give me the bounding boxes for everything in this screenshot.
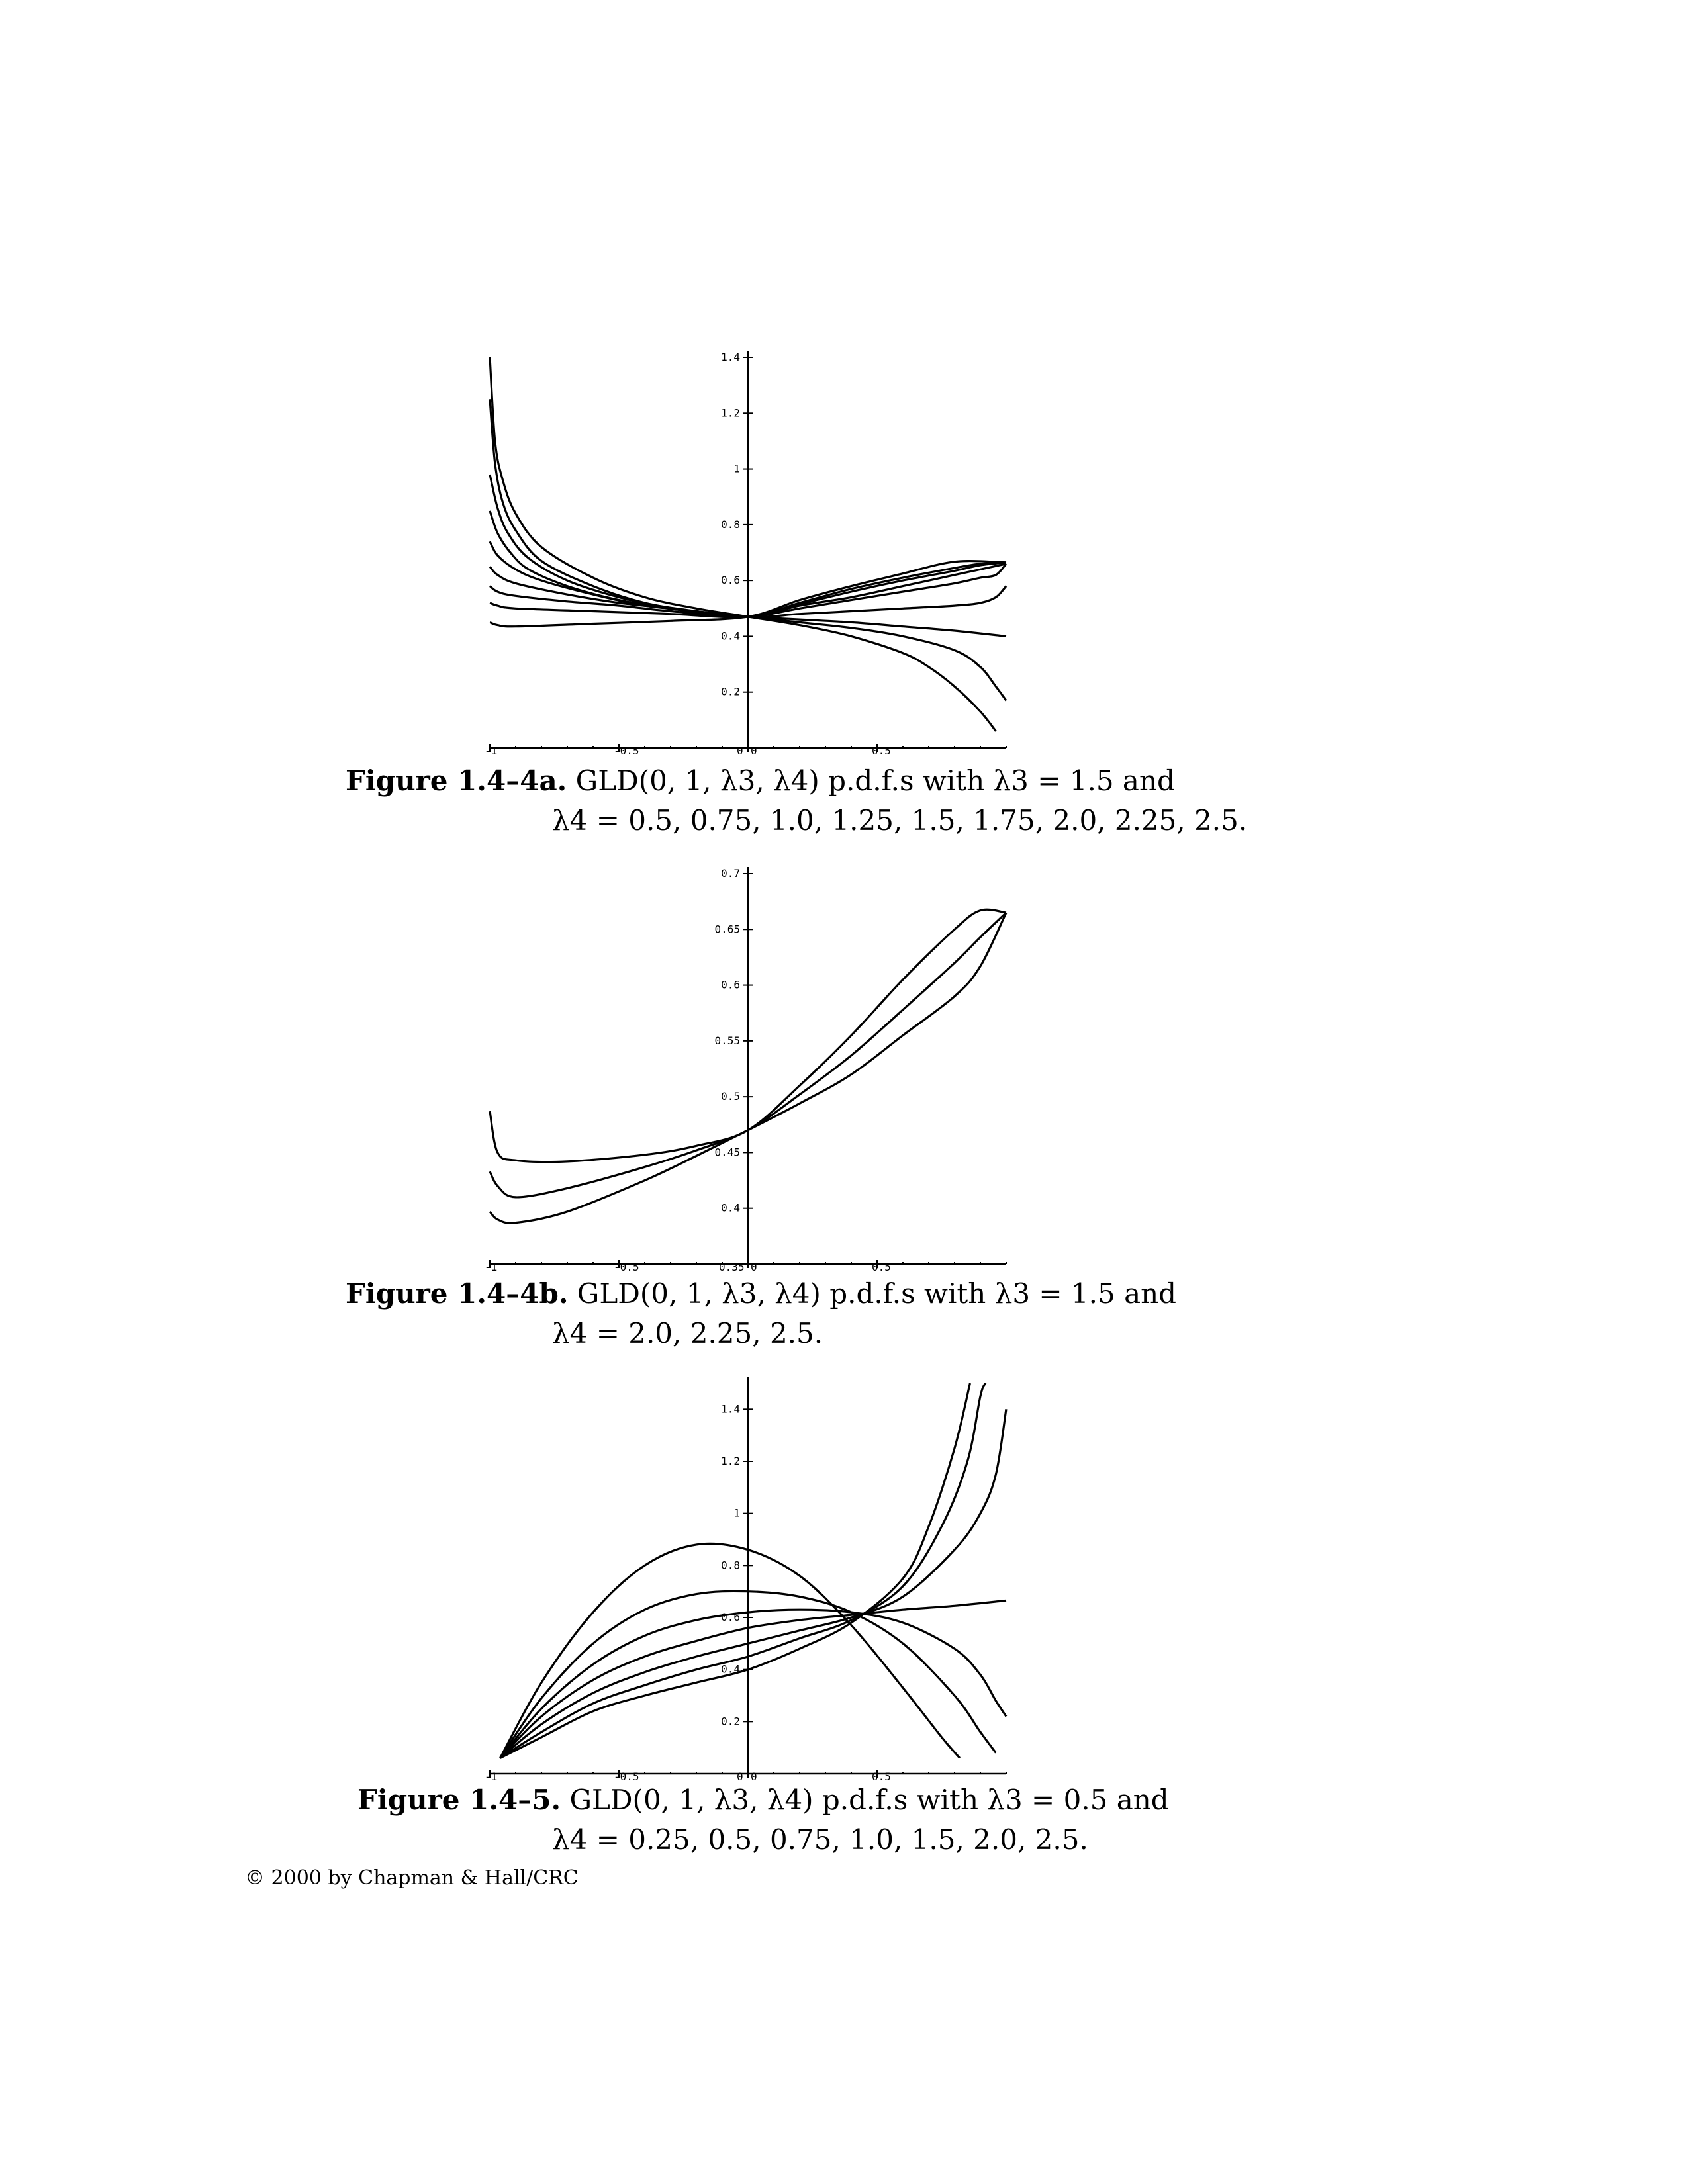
y-tick-label: 0.8	[721, 518, 740, 531]
figure-label: Figure 1.4–4b	[346, 1277, 559, 1310]
caption-line2: λ4 = 0.25, 0.5, 0.75, 1.0, 1.5, 2.0, 2.5.	[552, 1823, 1088, 1856]
caption-line1: GLD(0, 1, λ3, λ4) p.d.f.s with λ3 = 1.5 and	[577, 1277, 1177, 1310]
x-tick-label: -1	[485, 1261, 498, 1273]
figure-1-4-4a-plot	[463, 344, 1033, 761]
x-tick-label: -0.5	[614, 745, 639, 757]
caption-separator: .	[557, 764, 567, 797]
x-tick-label: 0.5	[872, 745, 891, 757]
caption-line1: GLD(0, 1, λ3, λ4) p.d.f.s with λ3 = 1.5 and	[575, 764, 1175, 797]
x-tick-label: -1	[485, 1770, 498, 1783]
y-tick-label: 0.4	[721, 629, 740, 643]
figure-label: Figure 1.4–5	[357, 1784, 551, 1816]
y-tick-label: 1.2	[721, 1455, 740, 1467]
y-tick-label: 0.2	[721, 685, 740, 698]
origin-label: 0.35	[719, 1261, 745, 1273]
copyright-notice: © 2000 by Chapman & Hall/CRC	[245, 1866, 579, 1889]
x-tick-label: 0.5	[872, 1770, 891, 1783]
figure-1-4-4b-svg	[463, 860, 1033, 1277]
y-tick-label: 0.7	[721, 867, 740, 880]
y-tick-label: 0.65	[714, 923, 740, 936]
figure-1-4-4a-svg	[463, 344, 1033, 761]
y-tick-label: 0.2	[721, 1715, 740, 1728]
y-tick-label: 1.2	[721, 406, 740, 420]
figure-1-4-4b-plot	[463, 860, 1033, 1277]
y-tick-label: 0.4	[721, 1662, 740, 1676]
x-tick-label: -0.5	[614, 1770, 639, 1783]
figure-1-4-5-svg	[463, 1370, 1033, 1787]
figure-1-4-4b-caption	[346, 1274, 1176, 1353]
figure-label: Figure 1.4–4a	[346, 764, 557, 797]
y-tick-label: 0.6	[721, 978, 740, 991]
figure-1-4-5-caption	[357, 1780, 1169, 1860]
origin-label: 0	[737, 745, 743, 757]
y-tick-label: 0.6	[721, 1611, 740, 1623]
caption-line2: λ4 = 0.5, 0.75, 1.0, 1.25, 1.5, 1.75, 2.0, 2.25, 2.5.	[552, 804, 1248, 837]
figure-1-4-5-plot	[463, 1370, 1033, 1787]
caption-separator: .	[551, 1784, 561, 1816]
y-tick-label: 0.55	[714, 1034, 740, 1047]
figure-1-4-4a-caption	[346, 761, 1247, 841]
x-tick-label: 0	[751, 1261, 757, 1273]
y-tick-label: 0.8	[721, 1559, 740, 1572]
y-tick-label: 0.45	[714, 1146, 740, 1159]
caption-line2: λ4 = 2.0, 2.25, 2.5.	[552, 1317, 823, 1349]
x-tick-label: 0	[751, 745, 757, 757]
x-tick-label: -0.5	[614, 1261, 639, 1273]
pdf-curve-4	[500, 1600, 1006, 1758]
y-tick-label: 1	[733, 462, 740, 475]
x-tick-label: 0.5	[872, 1261, 891, 1273]
caption-separator: .	[558, 1277, 569, 1310]
y-tick-label: 1.4	[721, 351, 740, 363]
caption-line1: GLD(0, 1, λ3, λ4) p.d.f.s with λ3 = 0.5 and	[569, 1784, 1169, 1816]
x-tick-label: 0	[751, 1770, 757, 1783]
y-tick-label: 0.6	[721, 574, 740, 587]
x-tick-label: -1	[485, 745, 498, 757]
y-tick-label: 1.4	[721, 1402, 740, 1416]
origin-label: 0	[737, 1770, 743, 1783]
y-tick-label: 0.5	[721, 1090, 740, 1103]
y-tick-label: 0.4	[721, 1201, 740, 1214]
y-tick-label: 1	[733, 1506, 740, 1520]
